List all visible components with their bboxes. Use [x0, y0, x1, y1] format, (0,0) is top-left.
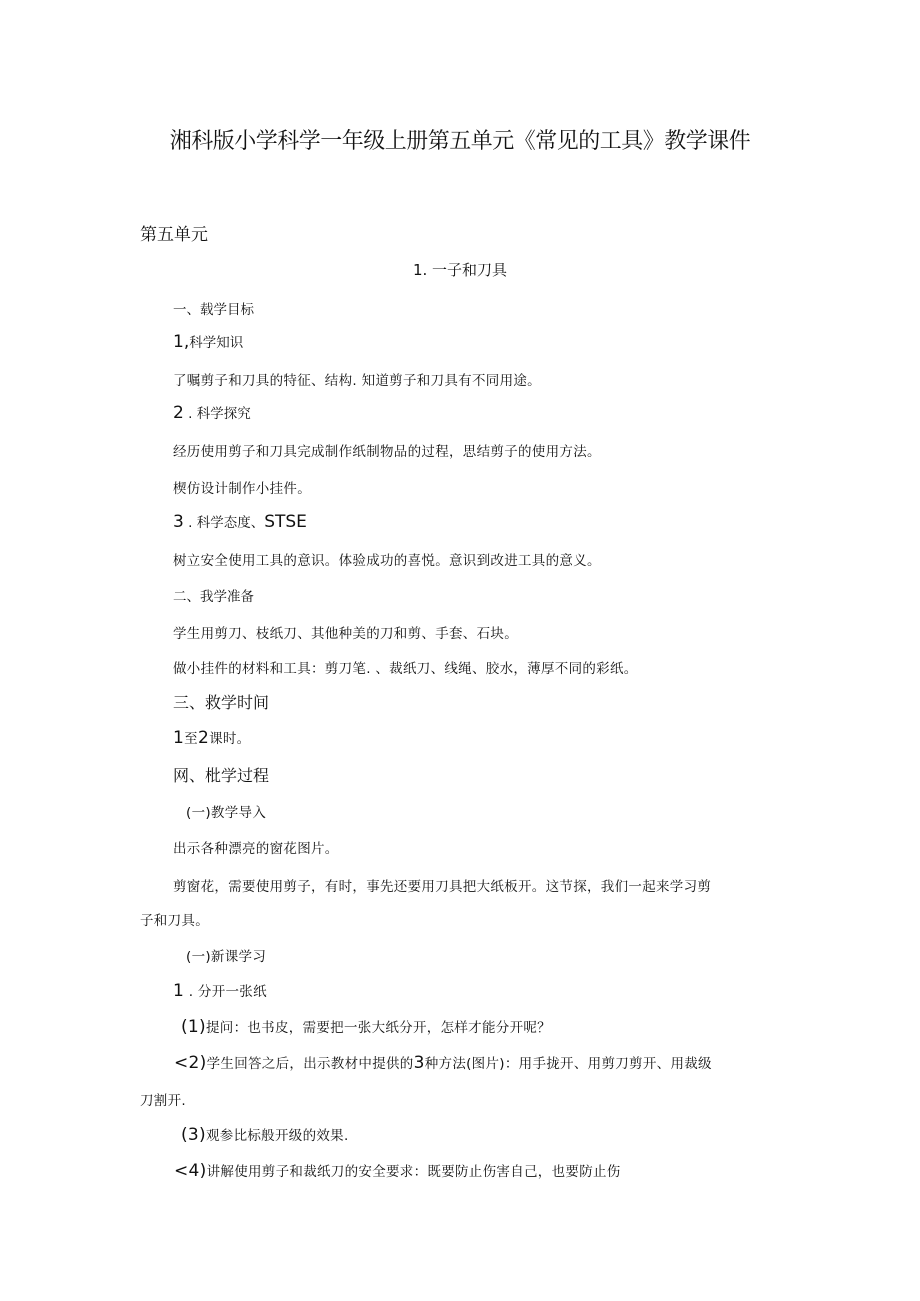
list-item — [174, 1052, 712, 1073]
subsection-number: 1, — [173, 332, 190, 352]
subsection-inquiry — [173, 402, 251, 423]
paragraph: 做小挂件的材料和工具：剪刀笔. 、裁纸刀、线绳、胶水，薄厚不同的彩纸。 — [173, 661, 638, 677]
paragraph: 树立安全使用工具的意识。体验成功的喜悦。意识到改进工具的意义。 — [173, 553, 601, 569]
item-number: 1 — [173, 981, 185, 1001]
subsection-label: . 科学探究 — [183, 406, 251, 422]
time-to: 2 — [197, 728, 210, 748]
lesson-heading: 1. 一子和刀具 — [412, 261, 508, 279]
document-title: 湘科版小学科学一年级上册第五单元《常见的工具》教学课件 — [169, 129, 751, 154]
subsection-label: 科学知识 — [189, 335, 244, 351]
subsection-attitude — [173, 511, 307, 532]
subsection-label: . 科学态度、 — [183, 515, 265, 531]
list-item — [181, 1016, 551, 1037]
list-item — [181, 1124, 349, 1145]
item-text: . 分开一张纸 — [184, 984, 267, 1000]
subheading-new-lesson: (一)新课学习 — [186, 949, 267, 965]
list-item — [174, 1160, 621, 1181]
paragraph-lesson-time — [173, 727, 250, 748]
item-text: 讲解使用剪子和裁纸刀的安全要求：既要防止伤害自己，也要防止伤 — [206, 1164, 621, 1180]
section-heading-process: 网、枇学过程 — [173, 766, 270, 785]
item-number: <4) — [174, 1161, 207, 1181]
time-from: 1 — [173, 728, 185, 748]
subsection-number: 2 — [173, 403, 184, 423]
section-heading-objectives: 一、载学目标 — [173, 302, 254, 318]
paragraph: 出示各种漂亮的窗花图片。 — [173, 841, 339, 857]
section-heading-preparation: 二、我学准备 — [173, 589, 254, 605]
item-text: 学生回答之后，出示教材中提供的 — [206, 1056, 414, 1072]
paragraph-continuation: 子和刀具。 — [140, 913, 209, 929]
paragraph: 剪窗花，需要使用剪子，有时，事先还要用刀具把大纸板开。这节探，我们一起来学习剪 — [173, 879, 712, 895]
paragraph: 楔仿设计制作小挂件。 — [173, 481, 311, 497]
item-text: 种方法(图片)：用手拢开、用剪刀剪开、用裁级 — [424, 1056, 712, 1072]
subsection-number: 3 — [173, 512, 184, 532]
section-heading-time: 三、救学时间 — [173, 693, 270, 712]
item-number: (1) — [181, 1017, 206, 1037]
time-unit: 课时。 — [209, 731, 251, 747]
list-item-continuation: 刀割开. — [140, 1093, 186, 1109]
paragraph: 经历使用剪子和刀具完成制作纸制物品的过程，思结剪子的使用方法。 — [173, 444, 601, 460]
item-number: (3) — [181, 1125, 206, 1145]
list-item — [173, 980, 267, 1001]
stse-label: STSE — [264, 512, 307, 532]
item-text: 观参比标般开级的效果. — [205, 1128, 349, 1144]
unit-heading: 第五单元 — [140, 225, 208, 245]
time-to-word: 至 — [184, 731, 198, 747]
item-number: <2) — [174, 1053, 207, 1073]
subsection-knowledge — [173, 331, 243, 352]
subheading-introduction: (一)教学导入 — [186, 805, 267, 821]
item-count: 3 — [413, 1053, 425, 1073]
paragraph: 学生用剪刀、枝纸刀、其他种美的刀和剪、手套、石块。 — [173, 626, 518, 642]
item-text: 提问：也书皮，需要把一张大纸分开，怎样才能分开呢？ — [205, 1020, 551, 1036]
paragraph: 了嘱剪子和刀具的特征、结构. 知道剪子和刀具有不同用途。 — [173, 373, 541, 389]
